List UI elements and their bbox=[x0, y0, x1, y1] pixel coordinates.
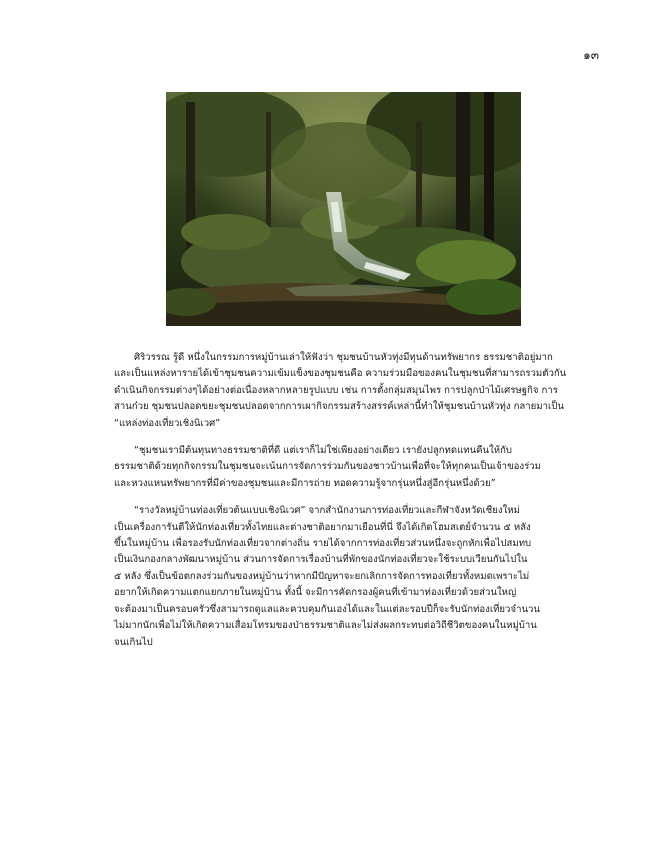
text-line: เป็นเครื่องการันตีให้นักท่องเที่ยวทั้งไทยและต่างชาติอยากมาเยือนที่นี่ จึงได้เกิดโฮมสเตย์จำนวน ๕ หลัง bbox=[114, 521, 531, 533]
paragraph-2-quote bbox=[114, 443, 542, 492]
text-line: ไม่มากนักเพื่อไม่ให้เกิดความเสื่อมโทรมของป่าธรรมชาติและไม่ส่งผลกระทบต่อวิถีชีวิตของคนในหมู่บ้าน bbox=[114, 620, 537, 632]
text-line: สานก๋วย ชุมชนปลอดขยะชุมชนปลอดจากการเผากิจกรรมสร้างสรรค์เหล่านี้ทำให้ชุมชนบ้านหัวทุ่ง กลายมาเป็น bbox=[114, 401, 564, 413]
waterfall-illustration bbox=[166, 92, 521, 326]
body-text bbox=[114, 350, 567, 662]
paragraph-1 bbox=[114, 350, 567, 432]
text-line: ขึ้นในหมู่บ้าน เพื่อรองรับนักท่องเที่ยวจากต่างถิ่น รายได้จากการท่องเที่ยวส่วนหนึ่งจะถูกหักเพื่อไปสมทบ bbox=[114, 538, 532, 550]
text-line: ดำเนินกิจกรรมต่างๆได้อย่างต่อเนื่องหลากหลายรูปแบบ เช่น การตั้งกลุ่มสมุนไพร การปลูกป่าไม้เศรษฐกิจ การ bbox=[114, 384, 558, 396]
text-line: ธรรมชาติด้วยทุกกิจกรรมในชุมชนจะเน้นการจัดการร่วมกันของชาวบ้านเพื่อที่จะให้ทุกคนเป็นเจ้าของร่วม bbox=[114, 461, 541, 473]
text-line: จนเกินไป bbox=[114, 636, 153, 648]
text-line: จะต้องมาเป็นครอบครัวซึ่งสามารถดูแลและควบคุมกันเองได้และในแต่ละรอบปีก็จะรับนักท่องเที่ยวจำนวน bbox=[114, 603, 540, 615]
text-line: และหวงแหนทรัพยากรที่มีค่าของชุมชนและมีการถ่าย ทอดความรู้จากรุ่นหนึ่งสู่อีกรุ่นหนึ่งด้วย” bbox=[114, 477, 496, 489]
paragraph-3 bbox=[114, 503, 542, 651]
text-line: “แหล่งท่องเที่ยวเชิงนิเวศ” bbox=[114, 417, 221, 429]
text-line: อยากให้เกิดความแตกแยกภายในหมู่บ้าน ทั้งนี้ จะมีการคัดกรองผู้คนที่เข้ามาท่องเที่ยวด้วยส่วนใหญ่ bbox=[114, 587, 517, 599]
page-number: ๑๓ bbox=[583, 48, 599, 62]
text-line: เป็นเงินกองกลางพัฒนาหมู่บ้าน ส่วนการจัดการเรื่องบ้านที่พักของนักท่องเที่ยวจะใช้ระบบเวียนกันไปใน bbox=[114, 554, 528, 566]
text-line: ศิริวรรณ รู้ดี หนึ่งในกรรมการหมู่บ้านเล่าให้ฟังว่า ชุมชนบ้านหัวทุ่งมีทุนด้านทรัพยากร ธรรมชาติอยู่มาก bbox=[134, 352, 553, 363]
forest-waterfall-photo bbox=[166, 92, 521, 326]
text-line: “ชุมชนเรามีต้นทุนทางธรรมชาติที่ดี แต่เราก็ไม่ใช่เพียงอย่างเดียว เรายังปลูกทดแทนคืนให้กับ bbox=[134, 445, 513, 457]
text-line: และเป็นแหล่งหารายได้เข้าชุมชนความเข้มแข็งของชุมชนคือ ความร่วมมือของคนในชุมชนที่สามารถรวมตัวกัน bbox=[114, 368, 567, 380]
text-line: “รางวัลหมู่บ้านท่องเที่ยวต้นแบบเชิงนิเวศ” จากสำนักงานการท่องเที่ยวและกีฬาจังหวัดเชียงใหม่ bbox=[134, 505, 520, 517]
text-line: ๕ หลัง ซึ่งเป็นข้อตกลงร่วมกันของหมู่บ้านว่าหากมีปัญหาจะยกเลิกการจัดการทองเที่ยวทั้งหมดเพราะไม่ bbox=[114, 570, 530, 582]
